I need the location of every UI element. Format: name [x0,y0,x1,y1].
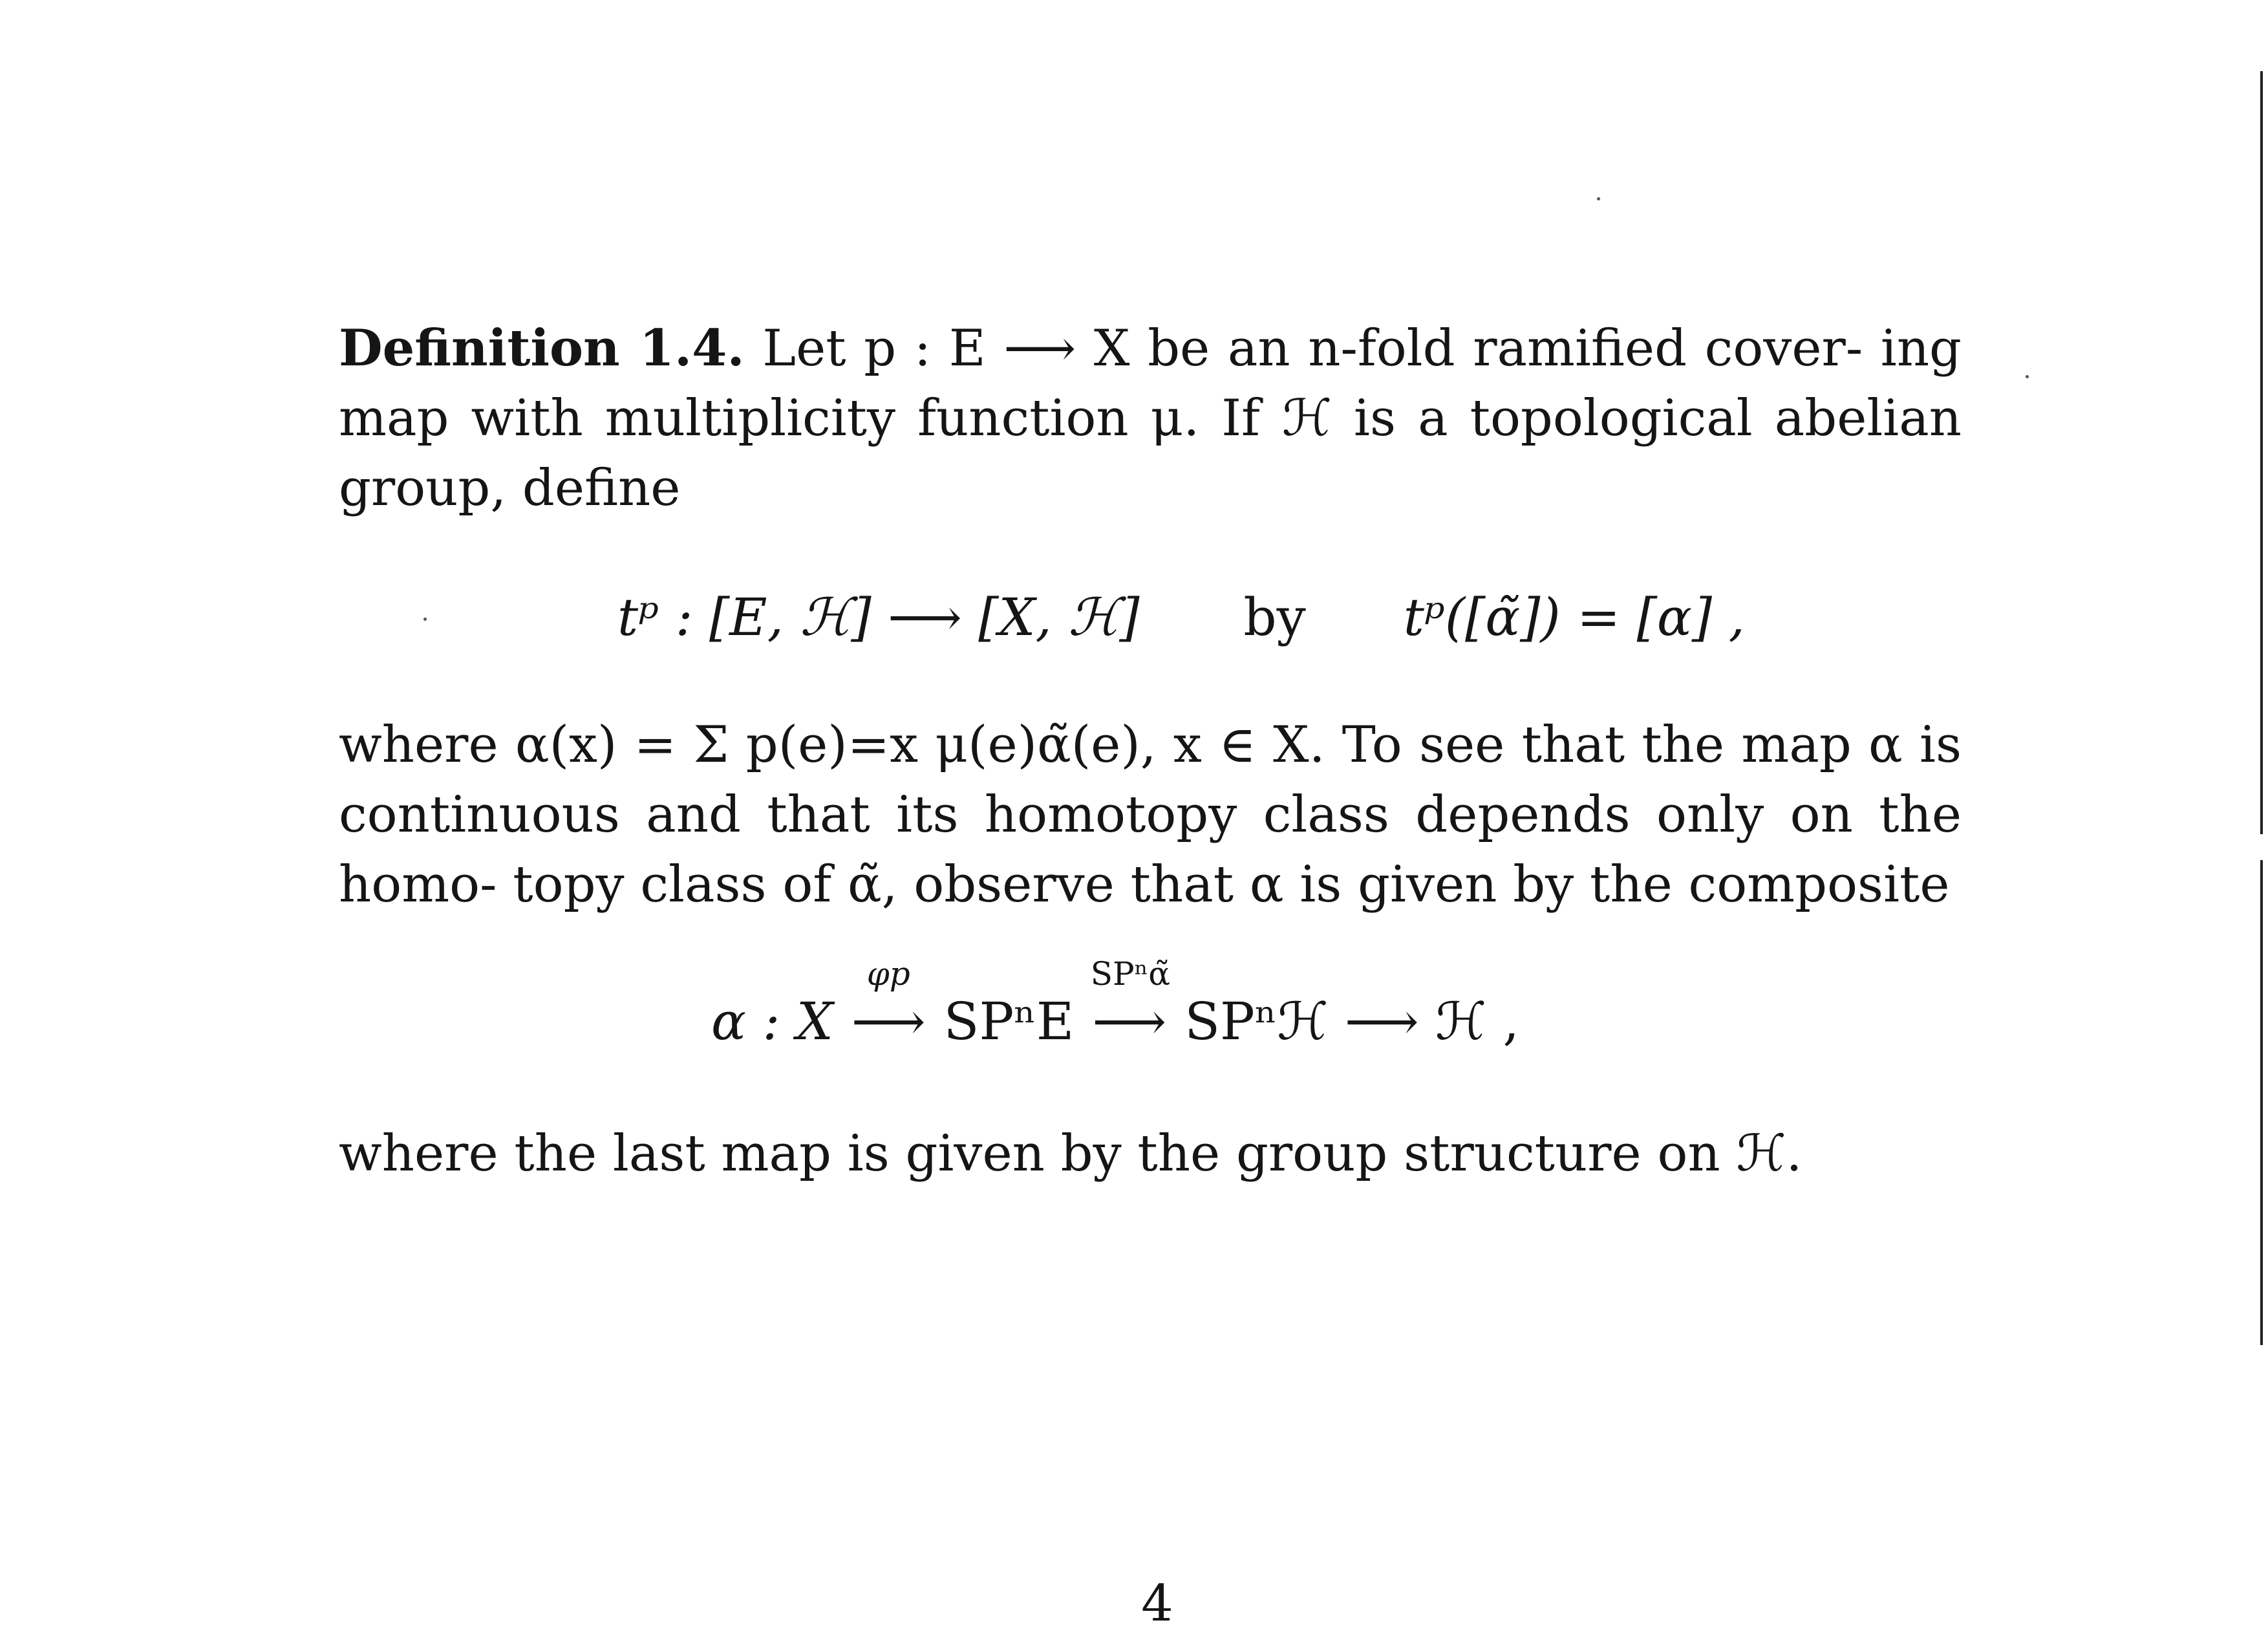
composite-start: α : X [711,991,833,1051]
definition-line-2: ing map with multiplicity function μ. If ℋ is a topological abelian [339,319,1962,447]
page-number: 4 [1141,1575,1173,1633]
definition-heading: Definition 1.4. [339,319,745,378]
scan-edge-line-lower [2260,860,2263,1345]
display-equation-composite [711,955,1519,1054]
definition-line-1: Let p : E ⟶ X be an n-fold ramified cover- [762,319,1863,378]
transfer-map-lhs: tᵖ : [E, ℋ] ⟶ [X, ℋ] [617,587,1140,647]
composite-mid-2: SPⁿℋ ⟶ ℋ , [1184,991,1519,1051]
arrow-sp-label: SPⁿα̃ [1090,955,1171,993]
display-equation-transfer [617,585,1745,650]
composite-mid-1: SPⁿE [943,991,1075,1051]
scan-speck [2026,375,2029,378]
paragraph-2 [339,710,1962,920]
definition-line-3: group, define [339,459,681,517]
paragraph-2-line-1: where α(x) = Σ p(e)=x μ(e)α̃(e), x ∈ X. To see that the map α is [339,716,1962,774]
paragraph-3: where the last map is given by the group structure on ℋ. [339,1125,1803,1183]
scan-edge-line [2260,71,2263,834]
arrow-phi: φp ⟶ [850,989,927,1054]
scan-speck [423,618,427,621]
scan-speck [1597,197,1600,200]
paragraph-2-line-3: topy class of α̃, observe that α is given by the composite [513,856,1950,914]
arrow-phi-label: φp [866,955,910,993]
by-word: by [1243,587,1306,647]
definition-paragraph [339,314,1962,523]
paragraph-2-line-2: continuous and that its homotopy class depends only on the homo- [339,786,1962,914]
arrow-sp: SPⁿα̃ ⟶ [1090,955,1171,1051]
transfer-map-rhs: tᵖ([α̃]) = [α] , [1403,587,1745,647]
